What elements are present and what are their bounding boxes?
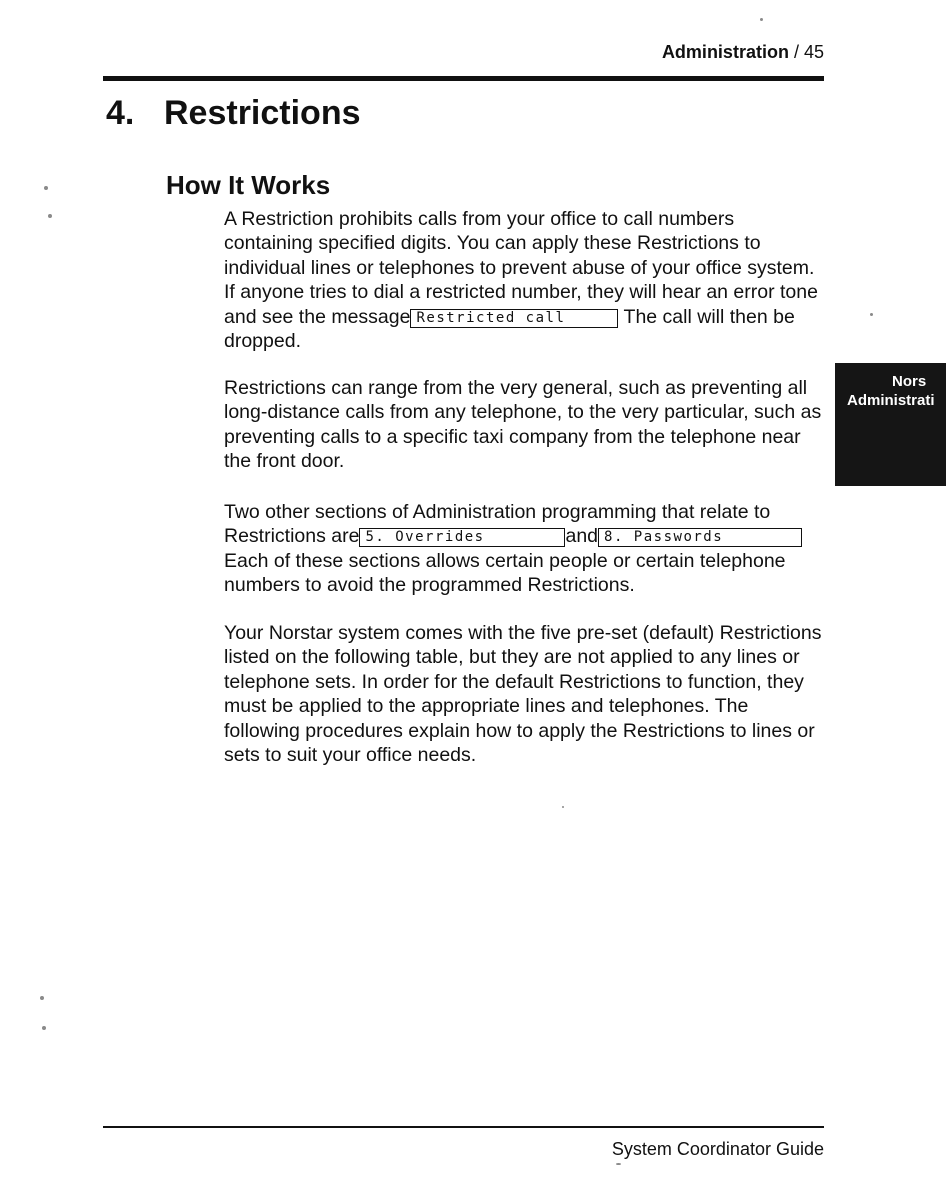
chapter-title xyxy=(106,94,361,133)
paragraph-text: The call will then be dropped. xyxy=(224,305,795,353)
paragraph-restriction-range xyxy=(224,376,824,474)
paragraph-restriction-intro xyxy=(224,207,824,353)
paragraph-default-restrictions xyxy=(224,621,824,767)
display-message-box: Restricted call xyxy=(410,309,618,328)
scan-speck xyxy=(760,18,763,21)
footer-title: System Coordinator Guide xyxy=(611,1139,824,1159)
side-index-tab xyxy=(835,363,946,486)
paragraph-text: Restrictions can range from the very general, such as preventing all long-distance calls from any telephone, to the very particular, such as preventing calls to a specific taxi company from the telephone near the front door. xyxy=(224,377,822,473)
paragraph-text: Two other sections of Administration programming that relate to Restrictions are xyxy=(224,501,771,548)
scan-speck xyxy=(562,806,564,808)
page-number: 45 xyxy=(803,42,824,62)
paragraph-text: Your Norstar system comes with the five pre-set (default) Restrictions listed on the following table, but they are not applied to any lines or telephone sets. In order for the default Restrictions to function, they must be applied to the appropriate lines and telephones. The following procedures explain how to apply the Restrictions to lines or sets to suit your office needs. xyxy=(224,622,822,767)
side-tab-line1: Nors xyxy=(892,373,927,390)
chapter-title-text: Restrictions xyxy=(164,94,361,132)
scan-speck xyxy=(616,1163,621,1165)
paragraph-text: Each of these sections allows certain people or certain telephone numbers to avoid the programmed Restrictions. xyxy=(224,549,786,597)
header-rule xyxy=(103,76,824,81)
side-tab-line2: Administrati xyxy=(847,392,935,409)
scan-speck xyxy=(44,186,48,190)
display-passwords-box: 8. Passwords xyxy=(598,528,802,547)
chapter-number: 4. xyxy=(106,94,135,132)
header-section-title: Administration xyxy=(661,42,789,62)
footer-rule xyxy=(103,1126,824,1128)
scan-speck xyxy=(48,214,52,218)
header-separator: / xyxy=(788,42,804,62)
scan-speck xyxy=(870,313,873,316)
paragraph-text: A Restriction prohibits calls from your office to call numbers containing specified digits. You can apply these Restrictions to individual lines or telephones to prevent abuse of your office system. If anyone tries to dial a restricted number, they will hear an error tone and see the message xyxy=(224,208,818,328)
scan-speck xyxy=(42,1026,46,1030)
running-header xyxy=(662,42,824,63)
display-overrides-box: 5. Overrides xyxy=(359,528,565,547)
scan-speck xyxy=(40,996,44,1000)
paragraph-text: and xyxy=(565,525,599,548)
section-heading: How It Works xyxy=(166,170,331,200)
paragraph-related-sections xyxy=(224,500,824,598)
